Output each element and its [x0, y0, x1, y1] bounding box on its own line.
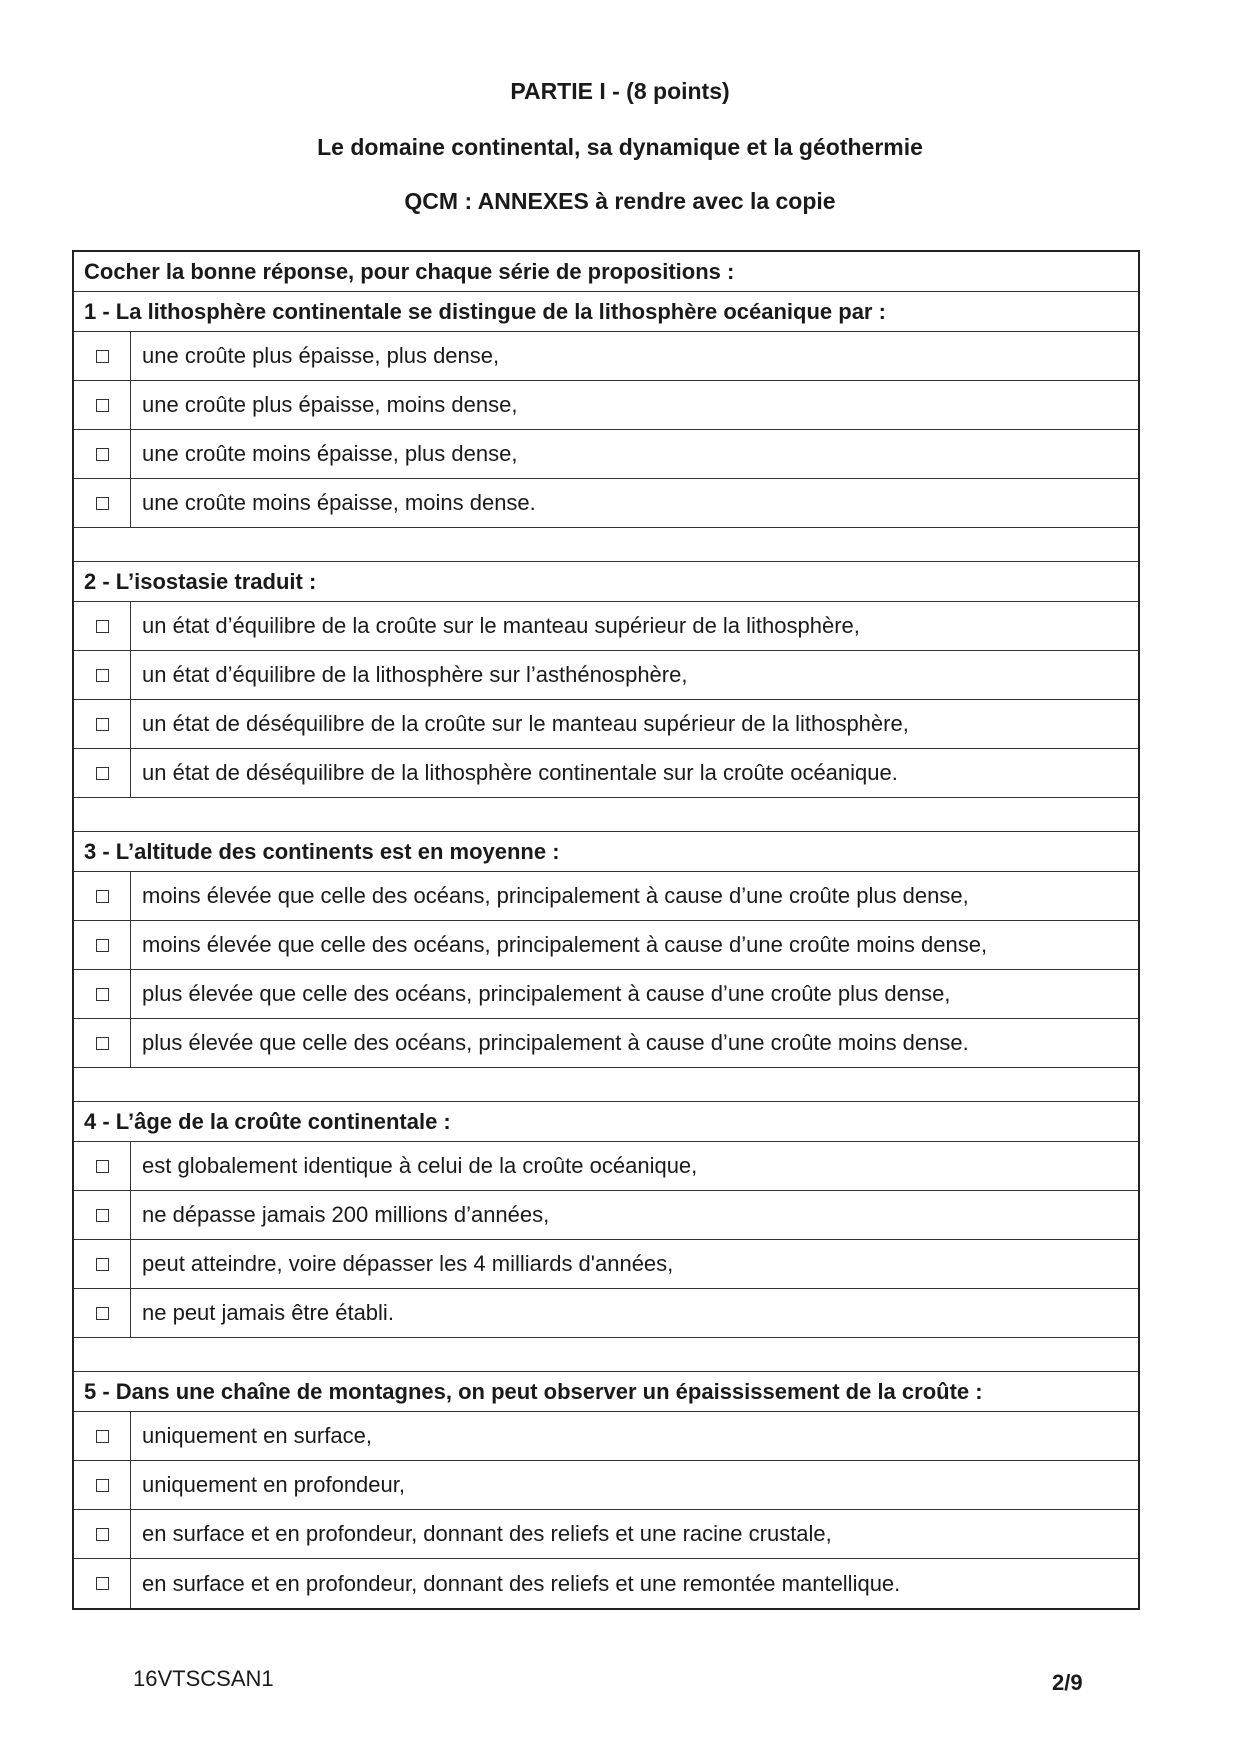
- option-row: [74, 651, 1138, 700]
- question-title: 2 - L’isostasie traduit :: [84, 568, 317, 594]
- option-row: [74, 1240, 1138, 1289]
- option-text: un état de déséquilibre de la croûte sur le manteau supérieur de la lithosphère,: [142, 711, 909, 736]
- checkbox-cell: [74, 1559, 131, 1608]
- answer-checkbox[interactable]: [96, 1430, 109, 1443]
- answer-checkbox[interactable]: [96, 620, 109, 633]
- option-text: en surface et en profondeur, donnant des reliefs et une remontée mantellique.: [142, 1570, 901, 1596]
- option-row: [74, 381, 1138, 430]
- option-row: [74, 1559, 1138, 1608]
- option-text: un état d’équilibre de la croûte sur le manteau supérieur de la lithosphère,: [142, 613, 860, 638]
- checkbox-cell: [74, 749, 131, 797]
- option-row: [74, 1191, 1138, 1240]
- checkbox-cell: [74, 970, 131, 1018]
- checkbox-cell: [74, 1191, 131, 1239]
- spacer-row: [74, 1068, 1138, 1102]
- option-text: uniquement en surface,: [142, 1423, 372, 1448]
- option-text: moins élevée que celle des océans, principalement à cause d’une croûte moins dense,: [142, 932, 988, 957]
- option-row: [74, 749, 1138, 798]
- answer-checkbox[interactable]: [96, 1479, 109, 1492]
- qcm-title: QCM : ANNEXES à rendre avec la copie: [404, 188, 836, 214]
- option-row: [74, 1289, 1138, 1338]
- checkbox-cell: [74, 1461, 131, 1509]
- option-row: [74, 1142, 1138, 1191]
- checkbox-cell: [74, 430, 131, 478]
- option-text: une croûte moins épaisse, moins dense.: [142, 490, 536, 515]
- checkbox-cell: [74, 1240, 131, 1288]
- question-row: [74, 1102, 1138, 1142]
- option-row: [74, 430, 1138, 479]
- document-code: 16VTSCSAN1: [133, 1666, 274, 1691]
- option-row: [74, 479, 1138, 528]
- section-title: PARTIE I - (8 points): [510, 78, 730, 104]
- option-text: est globalement identique à celui de la croûte océanique,: [142, 1153, 698, 1178]
- instruction-row: [74, 252, 1138, 292]
- answer-checkbox[interactable]: [96, 1037, 109, 1050]
- option-row: [74, 872, 1138, 921]
- checkbox-cell: [74, 479, 131, 527]
- answer-checkbox[interactable]: [96, 399, 109, 412]
- answer-checkbox[interactable]: [96, 1577, 109, 1590]
- question-row: [74, 1372, 1138, 1412]
- option-text: plus élevée que celle des océans, principalement à cause d’une croûte moins dense.: [142, 1030, 969, 1055]
- checkbox-cell: [74, 332, 131, 380]
- checkbox-cell: [74, 1510, 131, 1558]
- question-title: 5 - Dans une chaîne de montagnes, on peut observer un épaississement de la croûte :: [84, 1378, 983, 1404]
- spacer-row: [74, 798, 1138, 832]
- option-text: ne peut jamais être établi.: [142, 1300, 394, 1325]
- checkbox-cell: [74, 1019, 131, 1067]
- question-title: 1 - La lithosphère continentale se distingue de la lithosphère océanique par :: [84, 298, 886, 324]
- option-row: [74, 921, 1138, 970]
- option-text: en surface et en profondeur, donnant des reliefs et une racine crustale,: [142, 1521, 832, 1546]
- checkbox-cell: [74, 1142, 131, 1190]
- checkbox-cell: [74, 651, 131, 699]
- answer-checkbox[interactable]: [96, 1160, 109, 1173]
- option-row: [74, 700, 1138, 749]
- option-text: un état d’équilibre de la lithosphère sur l’asthénosphère,: [142, 662, 688, 687]
- checkbox-cell: [74, 1412, 131, 1460]
- option-text: moins élevée que celle des océans, principalement à cause d’une croûte plus dense,: [142, 883, 969, 908]
- answer-checkbox[interactable]: [96, 767, 109, 780]
- answer-checkbox[interactable]: [96, 890, 109, 903]
- option-row: [74, 1510, 1138, 1559]
- option-row: [74, 602, 1138, 651]
- qcm-table: [72, 250, 1140, 1610]
- question-title: 3 - L’altitude des continents est en moyenne :: [84, 838, 560, 864]
- option-text: une croûte plus épaisse, plus dense,: [142, 343, 500, 368]
- instruction-text: Cocher la bonne réponse, pour chaque série de propositions :: [84, 258, 735, 284]
- answer-checkbox[interactable]: [96, 350, 109, 363]
- page-number: 2/9: [1052, 1670, 1083, 1695]
- option-text: un état de déséquilibre de la lithosphère continentale sur la croûte océanique.: [142, 760, 898, 785]
- checkbox-cell: [74, 921, 131, 969]
- answer-checkbox[interactable]: [96, 1258, 109, 1271]
- question-title: 4 - L’âge de la croûte continentale :: [84, 1108, 451, 1134]
- section-subtitle: Le domaine continental, sa dynamique et la géothermie: [317, 134, 923, 160]
- option-row: [74, 970, 1138, 1019]
- answer-checkbox[interactable]: [96, 669, 109, 682]
- question-row: [74, 562, 1138, 602]
- checkbox-cell: [74, 700, 131, 748]
- option-text: une croûte plus épaisse, moins dense,: [142, 392, 518, 417]
- option-row: [74, 1461, 1138, 1510]
- option-text: uniquement en profondeur,: [142, 1472, 405, 1497]
- answer-checkbox[interactable]: [96, 1528, 109, 1541]
- option-text: peut atteindre, voire dépasser les 4 milliards d'années,: [142, 1251, 674, 1276]
- spacer-row: [74, 1338, 1138, 1372]
- answer-checkbox[interactable]: [96, 448, 109, 461]
- question-row: [74, 832, 1138, 872]
- answer-checkbox[interactable]: [96, 1307, 109, 1320]
- spacer-row: [74, 528, 1138, 562]
- option-text: ne dépasse jamais 200 millions d’années,: [142, 1202, 550, 1227]
- option-row: [74, 1019, 1138, 1068]
- checkbox-cell: [74, 602, 131, 650]
- option-text: une croûte moins épaisse, plus dense,: [142, 441, 518, 466]
- answer-checkbox[interactable]: [96, 939, 109, 952]
- answer-checkbox[interactable]: [96, 1209, 109, 1222]
- answer-checkbox[interactable]: [96, 988, 109, 1001]
- question-row: [74, 292, 1138, 332]
- checkbox-cell: [74, 1289, 131, 1337]
- answer-checkbox[interactable]: [96, 497, 109, 510]
- option-text: plus élevée que celle des océans, principalement à cause d’une croûte plus dense,: [142, 981, 951, 1006]
- option-row: [74, 1412, 1138, 1461]
- checkbox-cell: [74, 872, 131, 920]
- option-row: [74, 332, 1138, 381]
- checkbox-cell: [74, 381, 131, 429]
- answer-checkbox[interactable]: [96, 718, 109, 731]
